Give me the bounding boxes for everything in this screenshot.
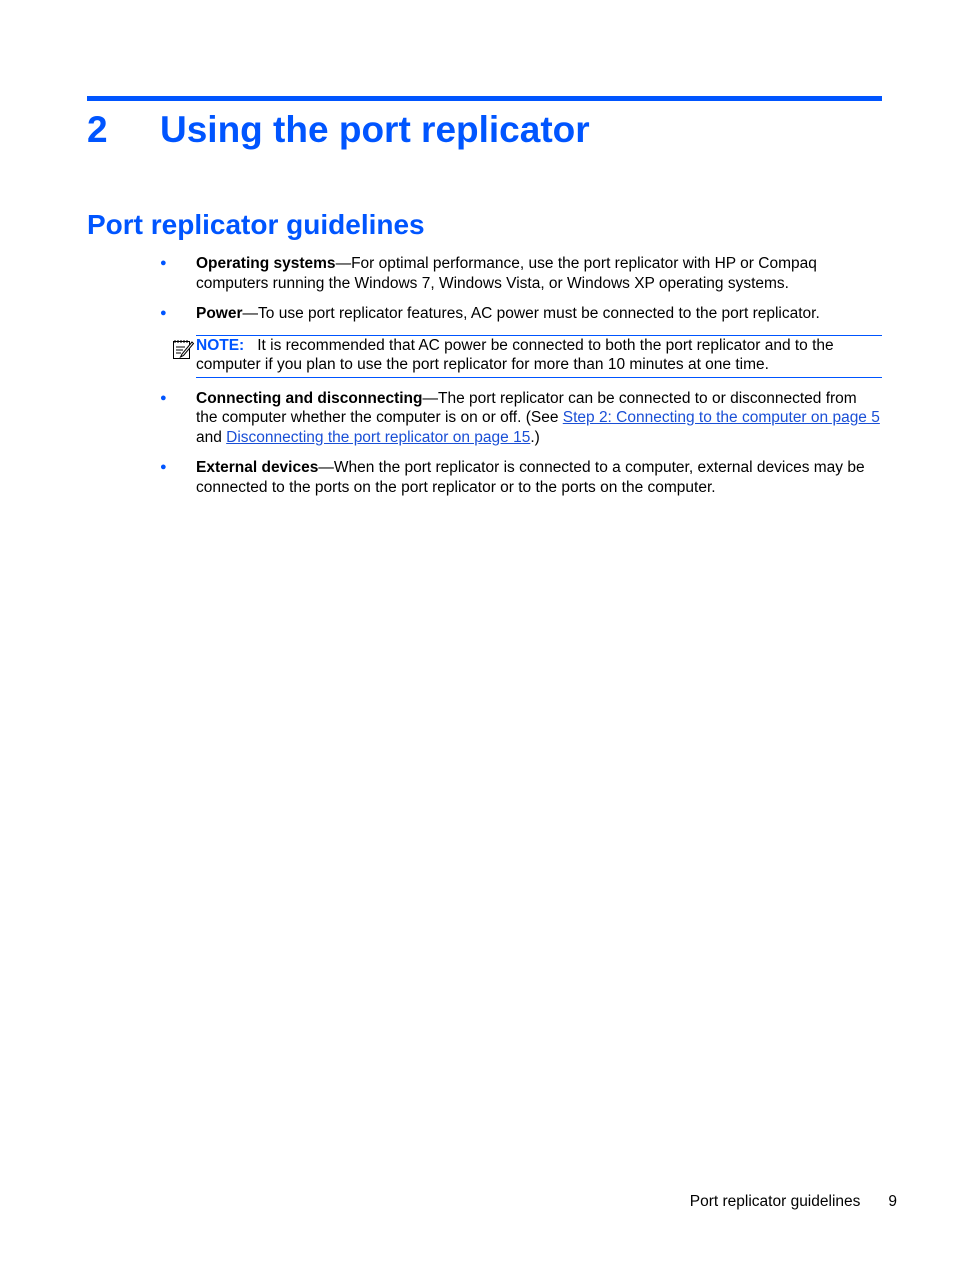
- page-footer: [600, 1192, 897, 1211]
- bullet-term: Operating systems: [196, 255, 336, 272]
- list-item-operating-systems: [160, 254, 882, 293]
- bullet-term: External devices: [196, 459, 319, 476]
- note-box: [196, 335, 882, 378]
- chapter-rule: [87, 96, 882, 101]
- bullet-text: —When the port replicator is connected to a computer, external devices may be connected to the ports on the port replicator or to the ports on the computer.: [196, 459, 865, 496]
- bullet-text-middle: and: [196, 428, 227, 446]
- footer-section-title: Port replicator guidelines: [689, 1193, 861, 1210]
- chapter-number: 2: [87, 109, 108, 150]
- bullet-text-end: .): [530, 428, 540, 446]
- guidelines-list: [160, 254, 882, 508]
- bullet-text: —To use port replicator features, AC power must be connected to the port replicator.: [242, 305, 820, 322]
- note-label: NOTE:: [196, 336, 245, 354]
- link-connecting-to-computer[interactable]: Step 2: Connecting to the computer on page 5: [562, 409, 880, 426]
- list-item-connecting: [160, 389, 882, 448]
- page-number: 9: [888, 1193, 897, 1210]
- bullet-icon: ●: [160, 391, 167, 404]
- note-pad-icon: [171, 337, 195, 361]
- chapter-title-text: Using the port replicator: [160, 109, 590, 150]
- note-text: It is recommended that AC power be connected to both the port replicator and to the computer if you plan to use the port replicator for more than 10 minutes at one time.: [196, 336, 834, 373]
- bullet-icon: ●: [160, 307, 167, 319]
- bullet-icon: ●: [160, 257, 167, 269]
- bullet-term: Connecting and disconnecting: [196, 389, 423, 407]
- bullet-term: Power: [196, 305, 243, 322]
- link-disconnecting-port-replicator[interactable]: Disconnecting the port replicator on page 15: [226, 428, 531, 446]
- list-item-power: [160, 304, 882, 324]
- bullet-text: —For optimal performance, use the port replicator with HP or Compaq computers running the Windows 7, Windows Vista, or Windows XP operating systems.: [196, 255, 817, 292]
- bullet-icon: ●: [160, 461, 167, 473]
- chapter-title: [87, 106, 882, 154]
- list-item-external-devices: [160, 458, 882, 497]
- bullet-text: —The port replicator can be connected to or disconnected from the computer whether the computer is on or off. (See: [196, 389, 857, 426]
- section-title: Port replicator guidelines: [87, 209, 425, 240]
